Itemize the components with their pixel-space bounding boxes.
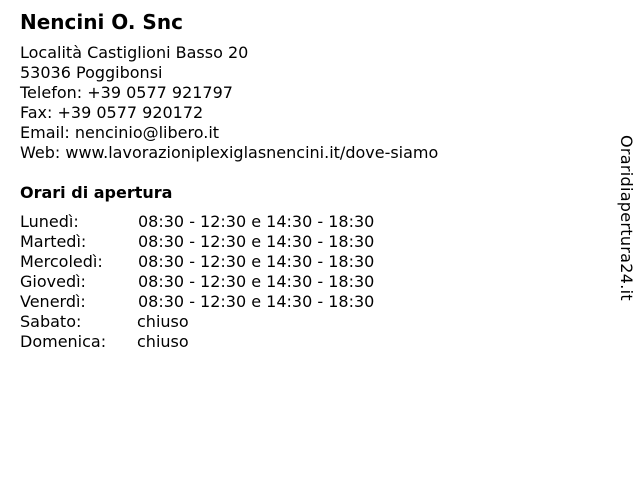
time-value: 08:30 - 12:30 e 14:30 - 18:30 — [138, 212, 375, 231]
hours-row-saturday — [20, 312, 600, 332]
hours-row-wednesday — [20, 252, 600, 272]
day-label: Sabato: — [20, 312, 82, 331]
address-line: Località Castiglioni Basso 20 — [20, 43, 249, 62]
hours-row-tuesday — [20, 232, 600, 252]
contact-details — [20, 43, 600, 163]
site-watermark: Oraridiapertura24.it — [617, 135, 636, 301]
time-value: 08:30 - 12:30 e 14:30 - 18:30 — [138, 272, 375, 291]
time-value: 08:30 - 12:30 e 14:30 - 18:30 — [138, 252, 375, 271]
time-value: chiuso — [137, 312, 189, 331]
business-card — [20, 8, 600, 352]
day-label: Venerdì: — [20, 292, 86, 311]
day-label: Giovedì: — [20, 272, 86, 291]
fax-line: Fax: +39 0577 920172 — [20, 103, 204, 122]
email-line: Email: nencinio@libero.it — [20, 123, 220, 142]
day-label: Lunedì: — [20, 212, 79, 231]
time-value: 08:30 - 12:30 e 14:30 - 18:30 — [138, 232, 375, 251]
day-label: Mercoledì: — [20, 252, 103, 271]
hours-row-monday — [20, 212, 600, 232]
hours-row-thursday — [20, 272, 600, 292]
day-label: Domenica: — [20, 332, 107, 351]
web-line: Web: www.lavorazioniplexiglasnencini.it/dove-siamo — [20, 143, 439, 162]
day-label: Martedì: — [20, 232, 87, 251]
business-name: Nencini O. Snc — [20, 10, 183, 34]
time-value: chiuso — [137, 332, 189, 351]
time-value: 08:30 - 12:30 e 14:30 - 18:30 — [138, 292, 375, 311]
opening-hours-table — [20, 212, 600, 352]
hours-row-friday — [20, 292, 600, 312]
hours-row-sunday — [20, 332, 600, 352]
hours-heading: Orari di apertura — [20, 183, 173, 202]
phone-line: Telefon: +39 0577 921797 — [20, 83, 233, 102]
city-line: 53036 Poggibonsi — [20, 63, 163, 82]
